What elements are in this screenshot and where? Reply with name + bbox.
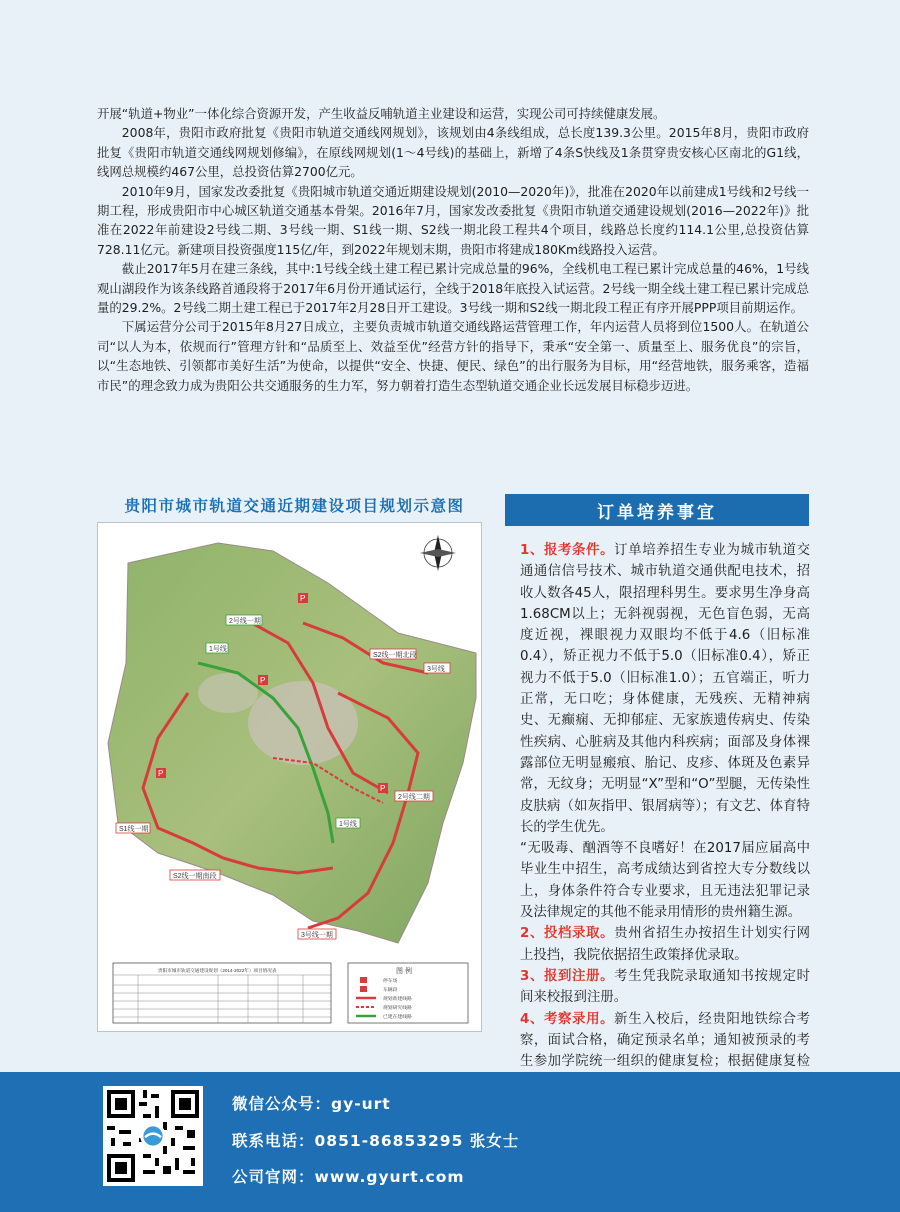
compass-icon bbox=[420, 535, 456, 571]
depot-marker bbox=[378, 783, 388, 793]
section-heading: 3、报到注册。 bbox=[520, 968, 615, 984]
legend-item: 已建在建线路 bbox=[383, 1015, 412, 1020]
section-heading: 2、投档录取。 bbox=[520, 926, 615, 942]
line-label: 1号线 bbox=[339, 821, 357, 828]
intro-paragraph: 开展“轨道+物业”一体化综合资源开发，产生收益反哺轨道主业建设和运营，实现公司可持续健康发展。 bbox=[97, 106, 666, 121]
line-label: 2号线二期 bbox=[398, 794, 430, 801]
depot-marker bbox=[298, 593, 308, 603]
order-training-body bbox=[520, 540, 810, 1094]
map-graphic bbox=[98, 523, 481, 1031]
intro-paragraph: 截止2017年5月在建三条线，其中:1号线全线土建工程已累计完成总量的96%，全线机电工程已累计完成总量的46%，1号线观山湖段作为该条线路首通段将于2017年6月份开通试运行，全线于2018年底投入试运营。2号线一期全线土建工程已累计完成总量的29.2%。2号线二期土建工程已于2017年2月28日开工建设。3号线一期和S2线一期北段工程正有序开展PPP项目前期运作。 bbox=[97, 261, 809, 316]
intro-paragraph: 2008年，贵阳市政府批复《贵阳市轨道交通线网规划》，该规划由4条线组成，总长度139.3公里。2015年8月，贵阳市政府批复《贵阳市轨道交通线网规划修编》，在原线网规划(1～4号线)的基础上，新增了4条S快线及1条贯穿贵安核心区南北的G1线，线网总规模约467公里，总投资估算2700亿元。 bbox=[97, 125, 809, 180]
svg-text:P: P bbox=[260, 676, 266, 685]
qr-code bbox=[103, 1086, 203, 1186]
line-label: S2线一期南段 bbox=[173, 873, 217, 880]
legend-item: 规划研究线路 bbox=[383, 1006, 412, 1011]
section-text: “无吸毒、酗酒等不良嗜好！在2017届应届高中毕业生中招生，高考成绩达到省控大专分数线以上，身体条件符合专业要求，且无违法犯罪记录及法律规定的其他不能录用情形的贵州籍生源。 bbox=[520, 841, 810, 921]
wechat-account: 微信公众号：gy-urt bbox=[232, 1095, 391, 1113]
project-table bbox=[113, 963, 331, 1023]
section-text: 贵州省招生办按招生计划实行网上投挡，我院依据招生政策择优录取。 bbox=[520, 926, 810, 963]
svg-text:P: P bbox=[380, 784, 386, 793]
section-heading: 4、考察录用。 bbox=[520, 1011, 615, 1027]
legend-item: 规划新建线路 bbox=[383, 997, 412, 1002]
qr-code-icon bbox=[103, 1086, 203, 1186]
order-training-header: 订单培养事宜 bbox=[505, 494, 809, 526]
table-caption: 贵阳市城市轨道交通建设规划（2014-2022年）项目情况表 bbox=[158, 968, 277, 973]
line-label: 3号线一期 bbox=[301, 932, 333, 939]
section-text: 新生入校后，经贵阳地铁综合考察，面试合格，确定预录名单；通知被预录的考生参加学院统一组织的健康复检；根据健康复检 bbox=[520, 1011, 810, 1070]
legend-item: 停车场 bbox=[383, 979, 398, 984]
line-label: 2号线一期 bbox=[229, 618, 261, 625]
urban-area bbox=[198, 673, 258, 713]
legend-item: 车辆段 bbox=[383, 988, 398, 993]
section-text: 订单培养招生专业为城市轨道交通通信信号技术、城市轨道交通供配电技术，招收人数各45人，限招理科男生。要求男生净身高1.68CM以上；无斜视弱视，无色盲色弱，无高度近视，裸眼视力双眼均不低于4.6（旧标准0.4），矫正视力不低于5.0（旧标准0.4），矫正视力不低于5.0（旧标准1.0）；五官端正，听力正常，无口吃；身体健康，无残疾、无精神病史、无癫痫、无抑郁症、无家族遗传病史、传染性疾病、心脏病及其他内科疾病；面部及身体裸露部位无明显瘢痕、胎记、皮疹、体斑及色素异常，无纹身；无明显“X”型和“O”型腿，无传染性皮肤病（如灰指甲、银屑病等）；有文艺、体育特长的学生优先。 bbox=[520, 543, 810, 835]
rail-plan-map bbox=[97, 522, 482, 1032]
section-text: 考生凭我院录取通知书按规定时间来校报到注册。 bbox=[520, 968, 810, 1006]
svg-text:P: P bbox=[300, 594, 306, 603]
legend-title: 图 例 bbox=[396, 968, 412, 975]
contact-phone: 联系电话：0851-86853295 张女士 bbox=[232, 1132, 520, 1150]
intro-text bbox=[97, 104, 809, 395]
intro-paragraph: 下属运营分公司于2015年8月27日成立，主要负责城市轨道交通线路运营管理工作，年内运营人员将到位1500人。在轨道公司“以人为本，依规而行”管理方针和“品质至上、效益至优”经营方针的指导下，秉承“安全第一、质量至上、服务优良”的宗旨，以“生态地铁、引领都市美好生活”为使命，以提供“安全、快捷、便民、绿色”的出行服务为目标，用“经营地铁，服务乘客，造福市民”的理念致力成为贵阳公共交通服务的生力军，努力朝着打造生态型轨道交通企业长远发展目标稳步迈进。 bbox=[97, 319, 809, 393]
map-title: 贵阳市城市轨道交通近期建设项目规划示意图 bbox=[124, 497, 465, 515]
line-label: 3号线 bbox=[427, 666, 445, 673]
map-legend bbox=[348, 963, 468, 1023]
intro-paragraph: 2010年9月，国家发改委批复《贵阳城市轨道交通近期建设规划(2010—2020年)》，批准在2020年以前建成1号线和2号线一期工程，形成贵阳市中心城区轨道交通基本骨架。2016年7月，国家发改委批复《贵阳市轨道交通建设规划(2016—2022年)》批准在2022年前建设2号线二期、3号线一期、S1线一期、S2线一期北段工程共4个项目，线路总长度约114.1公里,总投资估算728.11亿元。新建项目投资强度115亿/年，到2022年规划末期，贵阳市将建成180Km线路投入运营。 bbox=[97, 183, 809, 257]
section-heading: 1、报考条件。 bbox=[520, 543, 615, 558]
svg-text:P: P bbox=[158, 769, 164, 778]
depot-marker bbox=[156, 768, 166, 778]
line-label: S1线一期 bbox=[119, 826, 149, 833]
line-label: 1号线 bbox=[209, 646, 227, 653]
company-website[interactable]: 公司官网：www.gyurt.com bbox=[232, 1168, 465, 1186]
line-label: S2线一期北段 bbox=[373, 652, 417, 659]
depot-marker bbox=[258, 675, 268, 685]
